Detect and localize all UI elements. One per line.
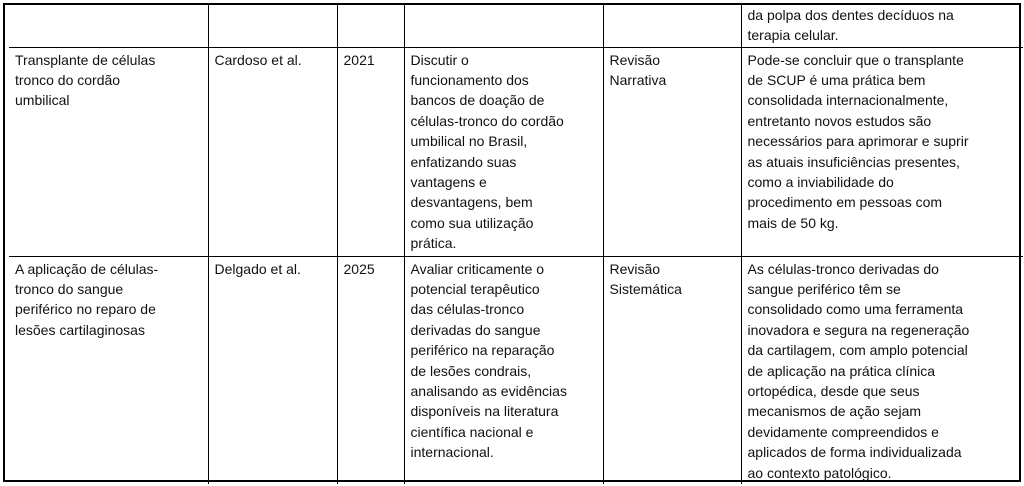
cell-line: Narrativa [609,71,667,88]
cell-line: Sistemática [609,280,682,297]
cell-line: lesões cartilaginosas [15,321,145,338]
table-row [9,47,1023,256]
cell-line: Cardoso et al. [214,51,302,68]
cell-line: como sua utilização [410,214,534,231]
cell-line: de lesões condrais, [410,362,532,379]
cell-method [603,47,741,256]
cell-line: como a inviabilidade do [747,173,894,190]
cell-line: inovadora e segura na regeneração [747,321,970,338]
cell-line: derivadas do sangue [410,321,541,338]
cell-line: das células-tronco [410,301,525,318]
cell-line: As células-tronco derivadas do [747,260,939,277]
cell-line: disponíveis na literatura [410,403,559,420]
cell-line: Transplante de células [15,51,156,68]
table-row [9,256,1023,484]
cell-line: terapia celular. [747,27,839,44]
cell-title [9,5,208,47]
cell-line: funcionamento dos [410,71,529,88]
cell-line: analisando as evidências [410,382,567,399]
cell-title [9,256,208,484]
studies-table [9,5,1023,484]
cell-line: consolidado como uma ferramenta [747,301,964,318]
cell-year [337,47,404,256]
cell-line: procedimento em pessoas com [747,194,943,211]
cell-year [337,256,404,484]
cell-title [9,47,208,256]
cell-line: 2025 [343,260,375,277]
cell-method [603,256,741,484]
cell-line: internacional. [410,444,494,461]
cell-objective [404,47,603,256]
cell-objective [404,5,603,47]
cell-line: científica nacional e [410,423,534,440]
cell-line: bancos de doação de [410,92,545,109]
cell-line: prática. [410,235,457,252]
cell-line: enfatizando suas [410,153,517,170]
cell-method [603,5,741,47]
table-frame [3,3,1021,482]
cell-line: ortopédica, desde que seus [747,382,920,399]
cell-line: tronco do cordão [15,71,121,88]
cell-line: Discutir o [410,51,469,68]
cell-line: necessários para aprimorar e suprir [747,133,969,150]
cell-line: tronco do sangue [15,280,124,297]
cell-conclusion [741,5,1023,47]
cell-line: A aplicação de células- [15,260,159,277]
cell-line: ao contexto patológico. [747,464,892,481]
cell-line: periférico na reparação [410,342,555,359]
cell-line: vantagens e [410,173,487,190]
cell-objective [404,256,603,484]
cell-line: Delgado et al. [214,260,301,277]
cell-line: potencial terapêutico [410,280,540,297]
cell-conclusion [741,256,1023,484]
cell-line: Revisão [609,51,661,68]
cell-line: de SCUP é uma prática bem [747,71,926,88]
cell-line: desvantagens, bem [410,194,533,211]
cell-line: Revisão [609,260,661,277]
cell-line: células-tronco do cordão [410,112,564,129]
cell-line: 2021 [343,51,375,68]
cell-authors [208,47,337,256]
cell-authors [208,5,337,47]
cell-line: da cartilagem, com amplo potencial [747,342,968,359]
cell-line: mais de 50 kg. [747,214,839,231]
cell-line: entretanto novos estudos são [747,112,932,129]
table-row [9,5,1023,47]
cell-line: mecanismos de ação sejam [747,403,922,420]
cell-line: umbilical no Brasil, [410,133,528,150]
cell-authors [208,256,337,484]
cell-line: periférico no reparo de [15,301,156,318]
cell-line: as atuais insuficiências presentes, [747,153,960,170]
table-body [9,5,1023,484]
cell-year [337,5,404,47]
cell-line: da polpa dos dentes decíduos na [747,7,954,23]
cell-line: umbilical [15,92,70,109]
cell-line: Pode-se concluir que o transplante [747,51,964,68]
cell-line: aplicados de forma individualizada [747,444,962,461]
cell-line: consolidada internacionalmente, [747,92,949,109]
cell-line: devidamente compreendidos e [747,423,939,440]
cell-line: sangue periférico têm se [747,280,901,297]
cell-line: Avaliar criticamente o [410,260,545,277]
cell-conclusion [741,47,1023,256]
cell-line: de aplicação na prática clínica [747,362,936,379]
